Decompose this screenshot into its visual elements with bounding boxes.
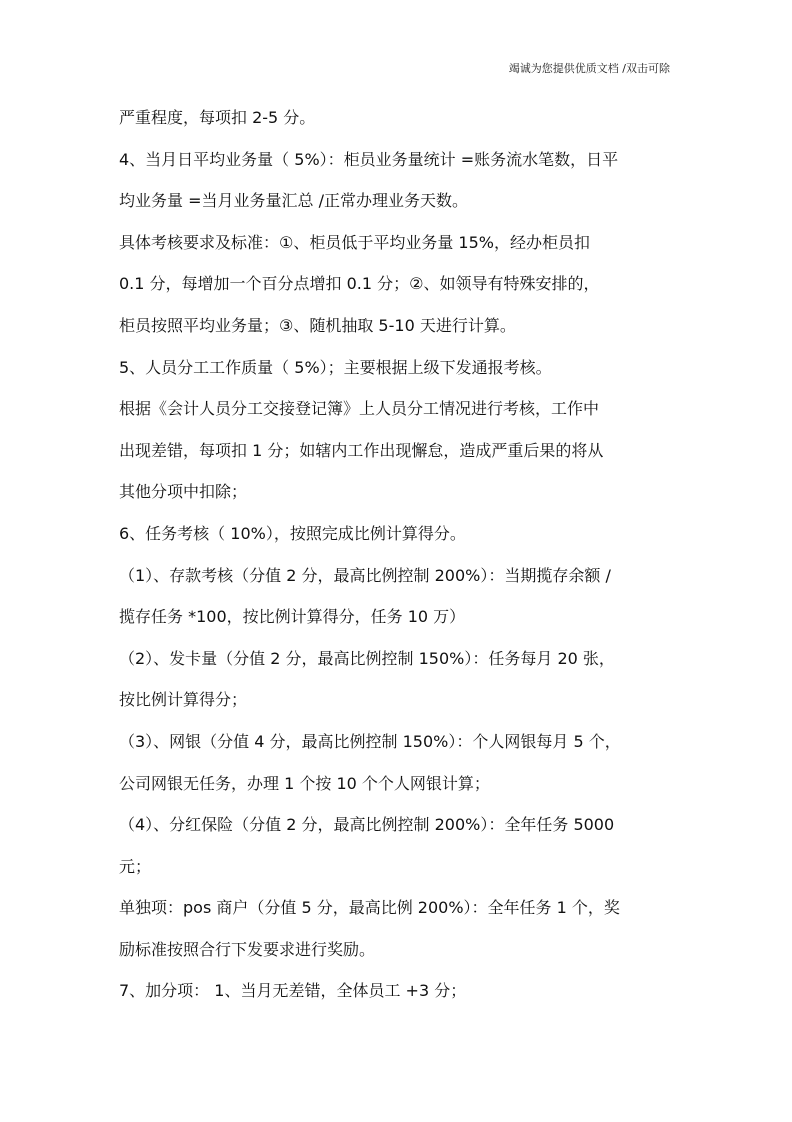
text-line: 4、当月日平均业务量（ 5%）：柜员业务量统计 =账务流水笔数，日平: [119, 149, 619, 169]
text-line: 严重程度，每项扣 2-5 分。: [119, 108, 316, 127]
text-line: 励标准按照合行下发要求进行奖励。: [119, 939, 376, 959]
text-line: 揽存任务 *100，按比例计算得分，任务 10 万）: [119, 607, 466, 627]
text-line: 出现差错，每项扣 1 分；如辖内工作出现懈怠，造成严重后果的将从: [119, 440, 604, 460]
text-line: （4）、分红保险（分值 2 分，最高比例控制 200%）：全年任务 5000: [119, 815, 615, 835]
text-line: 7、加分项： 1、当月无差错，全体员工 +3 分；: [119, 981, 467, 1001]
text-line: 5、人员分工工作质量（ 5%）；主要根据上级下发通报考核。: [119, 357, 552, 377]
text-line: （2）、发卡量（分值 2 分，最高比例控制 150%）：任务每月 20 张，: [119, 648, 615, 668]
text-line: 按比例计算得分；: [119, 690, 248, 710]
text-line: 单独项：pos 商户（分值 5 分，最高比例 200%）：全年任务 1 个，奖: [119, 898, 620, 918]
text-line: 公司网银无任务，办理 1 个按 10 个个人网银计算；: [119, 773, 490, 793]
text-line: 根据《会计人员分工交接登记簿》上人员分工情况进行考核，工作中: [119, 399, 600, 419]
text-line: 元；: [119, 856, 152, 876]
text-line: 6、任务考核（ 10%），按照完成比例计算得分。: [119, 523, 466, 543]
text-line: 均业务量 =当月业务量汇总 /正常办理业务天数。: [119, 191, 468, 211]
document-body: [119, 100, 689, 1015]
text-line: 0.1 分，每增加一个百分点增扣 0.1 分；②、如领导有特殊安排的，: [119, 274, 600, 294]
header-note: 竭诚为您提供优质文档 /双击可除: [508, 62, 670, 75]
text-line: 柜员按照平均业务量；③、随机抽取 5-10 天进行计算。: [119, 315, 516, 335]
text-line: 其他分项中扣除；: [119, 482, 248, 502]
text-line: （3）、网银（分值 4 分，最高比例控制 150%）：个人网银每月 5 个，: [119, 731, 621, 751]
text-line: （1）、存款考核（分值 2 分，最高比例控制 200%）：当期揽存余额 /: [119, 565, 611, 585]
text-line: 具体考核要求及标准：①、柜员低于平均业务量 15%，经办柜员扣: [119, 232, 590, 252]
